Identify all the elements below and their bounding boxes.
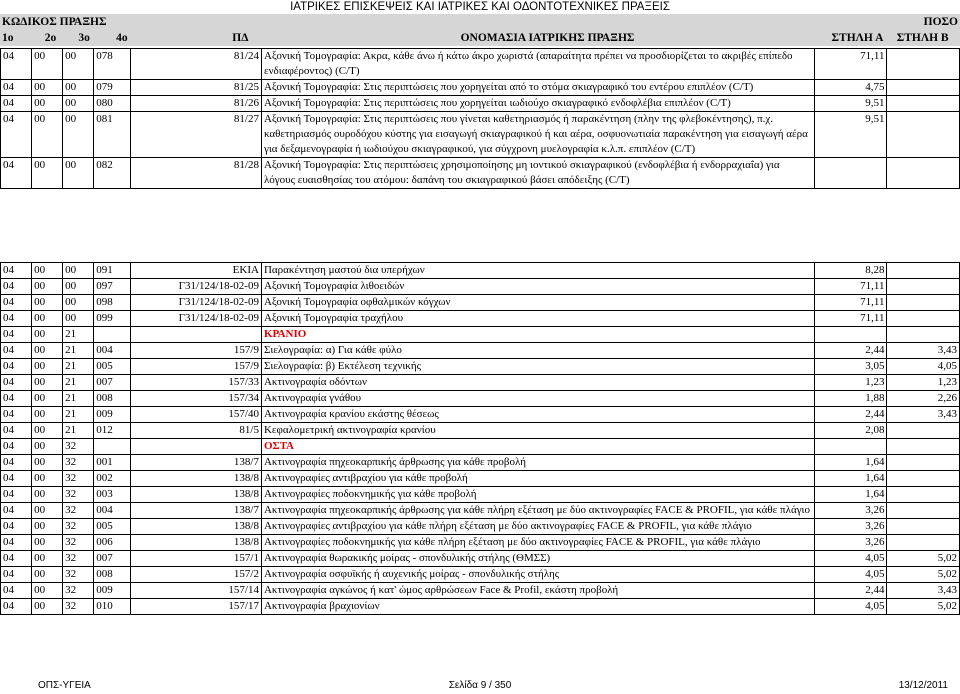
pd-cell: Γ31/124/18-02-09 [131, 279, 261, 295]
name-cell: ΟΣΤΑ [261, 439, 814, 455]
code-1-cell: 04 [1, 327, 32, 343]
pd-cell: Γ31/124/18-02-09 [131, 311, 261, 327]
code-4-cell: 002 [94, 471, 131, 487]
code-4-cell: 097 [94, 279, 131, 295]
pd-cell: 138/7 [131, 455, 261, 471]
name-cell: Αξονική Τομογραφία: Στις περιπτώσεις που χορηγείται ιωδιούχο σκιαγραφικό ενδοφλέβια επιπλέον (C/T) [261, 96, 814, 112]
code-1-cell: 04 [1, 439, 32, 455]
pd-cell: 157/34 [131, 391, 261, 407]
code-3-cell: 21 [63, 327, 94, 343]
column-a-cell: 2,44 [814, 343, 886, 359]
pd-cell [131, 327, 261, 343]
pd-cell: 81/27 [131, 112, 261, 158]
pd-cell: 157/33 [131, 375, 261, 391]
code-3-cell: 21 [63, 375, 94, 391]
column-b-cell: 5,02 [887, 551, 960, 567]
column-a-cell: 1,64 [814, 455, 886, 471]
name-cell: Αξονική Τομογραφία λιθοειδών [261, 279, 814, 295]
code-1-cell: 04 [1, 311, 32, 327]
code-3-cell: 32 [63, 599, 94, 615]
column-a-cell: 3,05 [814, 359, 886, 375]
table-row [1, 551, 960, 567]
col-a-header: ΣΤΗΛΗ Α [830, 30, 895, 46]
table-row [1, 295, 960, 311]
column-a-cell: 4,05 [814, 551, 886, 567]
column-b-cell: 3,43 [887, 583, 960, 599]
name-cell: Αξονική Τομογραφία: Στις περιπτώσεις που γίνεται καθετηριασμός ή παρακέντηση (πλην της φλεβοκέντησης), π.χ. καθετηριασμός ουροδόχου κύστης για εισαγωγή σκιαγραφικού ή και αέρα, οσφυονωτιαία παρακέντηση για εισαγωγή αέρα για δεξαμενογραφία ή ιωδιούχου σκιαγραφικού, για σύγχρονη μυελογραφία κ.λ.π. επιπλέον (C/T) [261, 112, 814, 158]
column-a-cell: 71,11 [814, 311, 886, 327]
code-2-cell: 00 [32, 471, 63, 487]
name-header: ΟΝΟΜΑΣΙΑ ΙΑΤΡΙΚΗΣ ΠΡΑΞΗΣ [459, 30, 830, 46]
column-b-cell [887, 327, 960, 343]
code-2-cell: 00 [32, 583, 63, 599]
column-a-cell: 71,11 [814, 279, 886, 295]
table-header [0, 14, 960, 30]
column-a-cell: 1,64 [814, 487, 886, 503]
code-3-cell: 00 [63, 49, 94, 80]
column-a-cell: 2,08 [814, 423, 886, 439]
code-3-cell: 00 [63, 263, 94, 279]
footer-date: 13/12/2011 [898, 680, 948, 691]
pd-cell: 157/1 [131, 551, 261, 567]
code-3-cell: 21 [63, 423, 94, 439]
column-a-cell: 9,51 [814, 112, 886, 158]
code-4-cell: 010 [94, 599, 131, 615]
column-a-cell: 4,75 [814, 80, 886, 96]
name-cell: Αξονική Τομογραφία τραχήλου [261, 311, 814, 327]
column-a-cell: 9,51 [814, 96, 886, 112]
code-2-cell: 00 [32, 567, 63, 583]
amount-header: ΠΟΣΟ [864, 14, 960, 30]
col2-header: 2ο [43, 30, 77, 46]
name-cell: Ακτινογραφία βραχιονίων [261, 599, 814, 615]
code-1-cell: 04 [1, 503, 32, 519]
pd-cell: 81/24 [131, 49, 261, 80]
code-1-cell: 04 [1, 279, 32, 295]
pd-cell: 138/8 [131, 487, 261, 503]
name-cell: Ακτινογραφία οσφυϊκής ή αυχενικής μοίρας - σπονδυλικής στήλης [261, 567, 814, 583]
code-4-cell: 001 [94, 455, 131, 471]
name-cell: Παρακέντηση μαστού δια υπερήχων [261, 263, 814, 279]
page-footer [0, 679, 960, 693]
code-4-cell: 078 [94, 49, 131, 80]
column-a-cell: 71,11 [814, 295, 886, 311]
column-b-cell [887, 263, 960, 279]
table-row [1, 96, 960, 112]
column-header-row [0, 30, 960, 46]
code-1-cell: 04 [1, 391, 32, 407]
table-row [1, 519, 960, 535]
code-2-cell: 00 [32, 391, 63, 407]
code-2-cell: 00 [32, 599, 63, 615]
table-row [1, 407, 960, 423]
code-3-cell: 21 [63, 391, 94, 407]
column-a-cell: 3,26 [814, 535, 886, 551]
code-4-cell: 082 [94, 158, 131, 189]
page-title: ΙΑΤΡΙΚΕΣ ΕΠΙΣΚΕΨΕΙΣ ΚΑΙ ΙΑΤΡΙΚΕΣ ΚΑΙ ΟΔΟΝΤΟΤΕΧΝΙΚΕΣ ΠΡΑΞΕΙΣ [290, 1, 670, 13]
code-4-cell: 008 [94, 391, 131, 407]
code-3-cell: 21 [63, 407, 94, 423]
column-b-cell: 1,23 [887, 375, 960, 391]
column-a-cell: 1,88 [814, 391, 886, 407]
code-4-cell: 005 [94, 359, 131, 375]
column-b-cell [887, 49, 960, 80]
pd-cell: 157/17 [131, 599, 261, 615]
pd-cell: 138/8 [131, 535, 261, 551]
code-4-cell: 006 [94, 535, 131, 551]
code-2-cell: 00 [32, 423, 63, 439]
column-b-cell: 3,43 [887, 343, 960, 359]
code-4-cell: 098 [94, 295, 131, 311]
code-1-cell: 04 [1, 583, 32, 599]
code-4-cell [94, 439, 131, 455]
name-cell: Ακτινογραφίες ποδοκνημικής για κάθε πλήρη εξέταση με δύο ακτινογραφίες FACE & PROFIL, για κάθε πλάγιο [261, 535, 814, 551]
code-2-cell: 00 [32, 439, 63, 455]
column-b-cell [887, 503, 960, 519]
code-2-cell: 00 [32, 96, 63, 112]
col3-header: 3ο [76, 30, 114, 46]
pd-cell: 157/14 [131, 583, 261, 599]
name-cell: Ακτινογραφία θωρακικής μοίρας - σπονδυλικής στήλης (ΘΜΣΣ) [261, 551, 814, 567]
pd-cell: 81/5 [131, 423, 261, 439]
name-cell: Ακτινογραφία πηχεοκαρπικής άρθρωσης για κάθε πλήρη εξέταση με δύο ακτινογραφίες FACE & PROFIL, για κάθε πλάγιο [261, 503, 814, 519]
column-a-cell: 4,05 [814, 567, 886, 583]
code-3-cell: 32 [63, 439, 94, 455]
column-a-cell: 4,05 [814, 599, 886, 615]
pd-cell: 157/40 [131, 407, 261, 423]
table-row [1, 375, 960, 391]
name-cell: Σιελογραφία: β) Εκτέλεση τεχνικής [261, 359, 814, 375]
code-4-cell [94, 327, 131, 343]
column-b-cell [887, 471, 960, 487]
table-row [1, 455, 960, 471]
name-cell: Αξονική Τομογραφία: Στις περιπτώσεις που χορηγείται από το στόμα σκιαγραφικό του εντέρου επιπλέον (C/T) [261, 80, 814, 96]
column-b-cell: 3,43 [887, 407, 960, 423]
code-3-cell: 32 [63, 503, 94, 519]
name-cell: Αξονική Τομογραφία: Στις περιπτώσεις χρησιμοποίησης μη ιοντικού σκιαγραφικού (ενδοφλέβια ή ενδορραχιαΐα) για λόγους ευαισθησίας του ατόμου: δαπάνη του σκιαγραφικού βάσει απόδειξης (C/T) [261, 158, 814, 189]
column-b-cell: 5,02 [887, 599, 960, 615]
code-4-cell: 007 [94, 375, 131, 391]
procedures-table-bottom [0, 262, 960, 615]
table-row [1, 503, 960, 519]
section-row [1, 439, 960, 455]
pd-cell: 138/8 [131, 471, 261, 487]
code-3-cell: 00 [63, 96, 94, 112]
code-1-cell: 04 [1, 295, 32, 311]
table-row [1, 112, 960, 158]
code-3-cell: 32 [63, 535, 94, 551]
column-a-cell [814, 439, 886, 455]
table-row [1, 471, 960, 487]
code-3-cell: 32 [63, 519, 94, 535]
name-cell: Ακτινογραφία κρανίου εκάστης θέσεως [261, 407, 814, 423]
section-row [1, 327, 960, 343]
pd-cell: 157/9 [131, 359, 261, 375]
code-1-cell: 04 [1, 375, 32, 391]
column-b-cell [887, 535, 960, 551]
code-2-cell: 00 [32, 519, 63, 535]
code-1-cell: 04 [1, 80, 32, 96]
code-3-cell: 32 [63, 455, 94, 471]
code-4-cell: 081 [94, 112, 131, 158]
column-a-cell: 3,26 [814, 503, 886, 519]
column-a-cell: 3,26 [814, 519, 886, 535]
table-row [1, 263, 960, 279]
code-3-cell: 21 [63, 343, 94, 359]
column-b-cell [887, 455, 960, 471]
table-row [1, 391, 960, 407]
name-cell: Ακτινογραφία οδόντων [261, 375, 814, 391]
code-4-cell: 012 [94, 423, 131, 439]
code-4-cell: 007 [94, 551, 131, 567]
name-cell: Ακτινογραφίες αντιβραχίου για κάθε πλήρη εξέταση με δύο ακτινογραφίες FACE & PROFIL, για κάθε πλάγιο [261, 519, 814, 535]
code-2-cell: 00 [32, 455, 63, 471]
code-header: ΚΩΔΙΚΟΣ ΠΡΑΞΗΣ [2, 16, 107, 28]
column-b-cell [887, 158, 960, 189]
table-row [1, 158, 960, 189]
code-1-cell: 04 [1, 471, 32, 487]
column-a-cell: 8,28 [814, 263, 886, 279]
pd-cell [131, 439, 261, 455]
code-3-cell: 00 [63, 80, 94, 96]
procedures-table-top [0, 48, 960, 189]
col1-header: 1ο [0, 30, 43, 46]
col-b-header: ΣΤΗΛΗ Β [895, 30, 960, 46]
footer-left: ΟΠΣ-ΥΓΕΙΑ [38, 680, 91, 691]
column-a-cell: 1,64 [814, 471, 886, 487]
code-2-cell: 00 [32, 359, 63, 375]
column-a-cell [814, 327, 886, 343]
table-row [1, 599, 960, 615]
code-1-cell: 04 [1, 359, 32, 375]
code-2-cell: 00 [32, 487, 63, 503]
code-3-cell: 00 [63, 295, 94, 311]
name-cell: Αξονική Τομογραφία οφθαλμικών κόγχων [261, 295, 814, 311]
code-3-cell: 00 [63, 112, 94, 158]
name-cell: Ακτινογραφίες αντιβραχίου για κάθε προβολή [261, 471, 814, 487]
code-1-cell: 04 [1, 158, 32, 189]
name-cell: Ακτινογραφία πηχεοκαρπικής άρθρωσης για κάθε προβολή [261, 455, 814, 471]
pd-cell: 157/9 [131, 343, 261, 359]
code-4-cell: 080 [94, 96, 131, 112]
code-3-cell: 32 [63, 487, 94, 503]
code-1-cell: 04 [1, 423, 32, 439]
code-2-cell: 00 [32, 311, 63, 327]
code-2-cell: 00 [32, 158, 63, 189]
code-2-cell: 00 [32, 49, 63, 80]
pd-cell: 138/8 [131, 519, 261, 535]
pd-cell: ΕΚΙΑ [131, 263, 261, 279]
column-b-cell: 4,05 [887, 359, 960, 375]
code-2-cell: 00 [32, 327, 63, 343]
column-b-cell [887, 487, 960, 503]
code-4-cell: 004 [94, 343, 131, 359]
table-row [1, 423, 960, 439]
table-row [1, 49, 960, 80]
column-a-cell: 1,23 [814, 375, 886, 391]
column-b-cell [887, 519, 960, 535]
code-4-cell: 079 [94, 80, 131, 96]
column-a-cell: 2,44 [814, 583, 886, 599]
code-1-cell: 04 [1, 455, 32, 471]
table-row [1, 279, 960, 295]
code-4-cell: 005 [94, 519, 131, 535]
name-cell: Αξονική Τομογραφία: Ακρα, κάθε άνω ή κάτω άκρο χωριστά (απαραίτητα πρέπει να προσδιορίζεται το ακριβές επίπεδο ενδιαφέροντος) (C/T) [261, 49, 814, 80]
table-row [1, 487, 960, 503]
code-3-cell: 00 [63, 158, 94, 189]
code-1-cell: 04 [1, 343, 32, 359]
code-3-cell: 32 [63, 583, 94, 599]
column-b-cell [887, 96, 960, 112]
code-4-cell: 004 [94, 503, 131, 519]
code-2-cell: 00 [32, 407, 63, 423]
name-cell: Ακτινογραφία αγκώνος ή κατ' ώμος αρθρώσεων Face & Profil, εκάστη προβολή [261, 583, 814, 599]
code-1-cell: 04 [1, 407, 32, 423]
code-3-cell: 00 [63, 279, 94, 295]
code-2-cell: 00 [32, 112, 63, 158]
table-row [1, 567, 960, 583]
column-b-cell: 2,26 [887, 391, 960, 407]
column-b-cell [887, 295, 960, 311]
code-4-cell: 008 [94, 567, 131, 583]
code-1-cell: 04 [1, 551, 32, 567]
code-1-cell: 04 [1, 519, 32, 535]
code-2-cell: 00 [32, 535, 63, 551]
pd-cell: 157/2 [131, 567, 261, 583]
code-4-cell: 009 [94, 407, 131, 423]
code-2-cell: 00 [32, 343, 63, 359]
code-3-cell: 21 [63, 359, 94, 375]
pd-cell: Γ31/124/18-02-09 [131, 295, 261, 311]
code-1-cell: 04 [1, 535, 32, 551]
code-1-cell: 04 [1, 49, 32, 80]
column-a-cell: 71,11 [814, 49, 886, 80]
name-cell: Κεφαλομετρική ακτινογραφία κρανίου [261, 423, 814, 439]
pd-cell: 81/26 [131, 96, 261, 112]
column-b-cell [887, 311, 960, 327]
code-2-cell: 00 [32, 295, 63, 311]
column-b-cell: 5,02 [887, 567, 960, 583]
code-4-cell: 009 [94, 583, 131, 599]
code-1-cell: 04 [1, 96, 32, 112]
name-cell: ΚΡΑΝΙΟ [261, 327, 814, 343]
table-row [1, 80, 960, 96]
name-cell: Ακτινογραφίες ποδοκνημικής για κάθε προβολή [261, 487, 814, 503]
code-1-cell: 04 [1, 263, 32, 279]
column-b-cell [887, 80, 960, 96]
name-cell: Σιελογραφία: α) Για κάθε φύλο [261, 343, 814, 359]
code-3-cell: 32 [63, 551, 94, 567]
code-1-cell: 04 [1, 567, 32, 583]
code-4-cell: 099 [94, 311, 131, 327]
code-4-cell: 091 [94, 263, 131, 279]
code-1-cell: 04 [1, 487, 32, 503]
code-2-cell: 00 [32, 279, 63, 295]
name-cell: Ακτινογραφία γνάθου [261, 391, 814, 407]
col4-header: 4ο [114, 30, 230, 46]
pd-header: ΠΔ [230, 30, 458, 46]
column-a-cell: 2,44 [814, 407, 886, 423]
code-1-cell: 04 [1, 599, 32, 615]
code-2-cell: 00 [32, 80, 63, 96]
code-2-cell: 00 [32, 375, 63, 391]
code-1-cell: 04 [1, 112, 32, 158]
column-b-cell [887, 279, 960, 295]
column-b-cell [887, 439, 960, 455]
column-b-cell [887, 112, 960, 158]
code-3-cell: 32 [63, 567, 94, 583]
column-b-cell [887, 423, 960, 439]
table-row [1, 343, 960, 359]
code-2-cell: 00 [32, 551, 63, 567]
pd-cell: 81/28 [131, 158, 261, 189]
code-4-cell: 003 [94, 487, 131, 503]
footer-page-number: Σελίδα 9 / 350 [448, 680, 512, 691]
code-3-cell: 00 [63, 311, 94, 327]
table-row [1, 359, 960, 375]
code-2-cell: 00 [32, 263, 63, 279]
table-row [1, 535, 960, 551]
code-3-cell: 32 [63, 471, 94, 487]
table-row [1, 311, 960, 327]
column-a-cell [814, 158, 886, 189]
pd-cell: 81/25 [131, 80, 261, 96]
code-2-cell: 00 [32, 503, 63, 519]
table-row [1, 583, 960, 599]
pd-cell: 138/7 [131, 503, 261, 519]
